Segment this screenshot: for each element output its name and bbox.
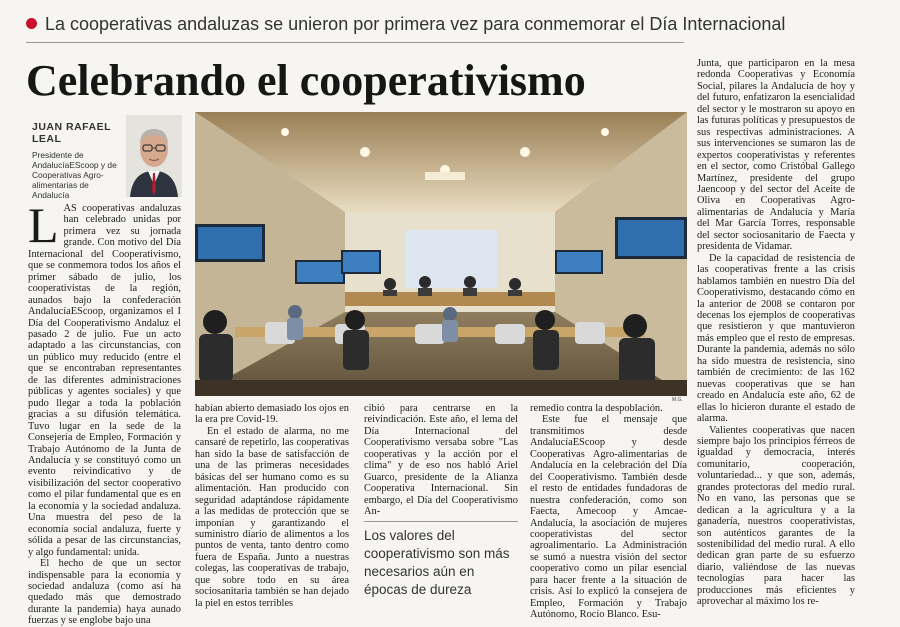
paragraph: Este fue el mensaje que transmitimos desde AndalucíaEScoop y desde Cooperativas Agro-alimentarias de Andalucía en la celebración del Día del Cooperativismo. También desde el resto de entidades fundadoras de nuestra confederación, como son Faecta, Amecoop y Amcae-Andalucía, la asociación de mujeres cooperativistas del sector agroalimentario. La Administración se sumó a nuestra visión del sector cooperativo como un pilar esencial para hacer frente a la situación de crisis. Así lo explicó la consejera de Empleo, Formación y Trabajo Autónomo, Rocío Blanco. Esu- — [530, 414, 687, 621]
author-portrait-icon — [126, 115, 182, 197]
kicker-text: La cooperativas andaluzas se unieron por primera vez para conmemorar el Día Internacional — [45, 14, 786, 34]
article-body-column-5 — [697, 58, 855, 608]
author-name: JUAN RAFAEL LEAL — [32, 121, 111, 145]
article-body-column-3: cibió para centrarse en la reivindicación. Este año, el lema del Día Internacional del Cooperativismo versaba sobre "Las cooperativas y la acción por el clima" y de eso nos habló Ariel Guarco, presidente de la Alianza Cooperativa Internacional. Sin embargo, el Día del Cooperativismo An- — [364, 403, 518, 518]
event-photo — [195, 112, 687, 396]
pull-quote: Los valores del cooperativismo son más necesarios aún en épocas de dureza — [364, 528, 510, 597]
paragraph: De la capacidad de resistencia de las cooperativas frente a las crisis hablamos también en nuestro Día del Cooperativismo, destacando cómo en la anterior de 2008 se contaron por decenas los ejemplos de cooperativas que resistieron y que mantuvieron más empleo que el resto de empresas. Durante la pandemia, además no sólo ha sido muestra de resistencia, sino también de crecimiento: de las 162 nuevas cooperativas que se han creado en Andalucía este año, 62 de ellas lo hicieron durante el estado de alarma. — [697, 252, 855, 425]
paragraph: En el estado de alarma, no me cansaré de repetirlo, las cooperativas han sido la base de satisfacción de una de las primeras necesidades básicas del ser humano como es su alimentación. Han producido con seguridad adaptándose rápidamente a las medidas de protección que se imponían y garantizando el suministro diario de alimentos a los puntos de venta, tanto dentro como fuera de España. Junto a nuestras colegas, las cooperativas de trabajo, que sobre todo en su área sociosanitaria también se han dejado la piel en estos terribles — [195, 425, 349, 609]
photo-credit: M.G. — [672, 397, 683, 403]
red-bullet-icon — [26, 18, 37, 29]
paragraph: Junta, que participaron en la mesa redonda Cooperativas y Economía Social, pilares la Andalucía de hoy y del futuro, enfatizaron la esencialidad del sector y le mostraron su apoyo en las futuras políticas y presupuestos de sus respectivas administraciones. A sus intervenciones se sumaron las de expertos cooperativistas y referentes en el sector, como Cristóbal Gallego Martínez, presidente del grupo Jaencoop y del sector del Aceite de Oliva en Cooperativas Agro-alimentarias de Andalucía y María del Mar García Torres, responsable del sector sociosanitario de Faecta y presidenta de Vidamar. — [697, 58, 855, 253]
author-photo — [126, 115, 182, 197]
paragraph: habían abierto demasiado los ojos en la era pre Covid-19. — [195, 403, 349, 426]
article-headline: Celebrando el cooperativismo — [26, 56, 586, 105]
article-body-column-4 — [530, 403, 687, 621]
drop-cap: L — [28, 197, 59, 253]
paragraph: remedio contra la despoblación. — [530, 403, 663, 414]
author-role: Presidente de AndalucíaEScoop y de Cooperativas Agro-alimentarias de Andalucía — [32, 150, 117, 200]
conference-room-illustration — [195, 112, 687, 396]
article-body-column-1 — [28, 197, 181, 627]
pull-quote-divider — [364, 521, 518, 522]
kicker-divider — [26, 42, 684, 43]
paragraph: Valientes cooperativas que nacen siempre bajo los principios férreos de igualdad y democracia, interés comunitario, cooperación, voluntariedad... y que son, además, grandes protectoras del medio rural. No en vano, las personas que se dedican a la agricultura y a la ganadería, nuestros cooperativistas, son auténticos garantes de la sostenibilidad del medio rural. A ello dedican gran parte de su esfuerzo diario, valiéndose de las nuevas tecnologías para hacer las producciones más eficientes y aprovechar al máximo los re- — [697, 424, 855, 608]
article-kicker — [26, 14, 886, 38]
paragraph: El hecho de que un sector indispensable para la economía y sociedad andaluza (como así ha quedado más que demostrado durante la pandemia) haya aunado fuerzas y se englobe bajo una — [28, 558, 181, 627]
author-box — [26, 115, 184, 199]
paragraph: AS cooperativas andaluzas han celebrado unidas por primera vez su jornada grande. Con motivo del Día Internacional del Cooperativismo, que se conmemora todos los años el primer sábado de julio, los cooperativistas de la región, aunados bajo la confederación AndalucíaEScoop, organizamos el I Día del Cooperativismo Andaluz el pasado 2 de julio. Fue un acto adaptado a las circunstancias, con un público muy reducido (entre el que se encontraban representantes de las diferentes administraciones públicas y agentes sociales) y que pudo llegar a toda la población gracias a su difusión telemática. Tuvo lugar en la sede de la Consejería de Empleo, Formación y Trabajo Autónomo de la Junta de Andalucía y se constituyó como un evento reivindicativo y de visibilización del sector cooperativo como el pilar fundamental que es en la economía y la sociedad andaluza. Una muestra del peso de la economía social andaluza, fuerte y sólida a pesar de las circunstancias, y algo fundamental: unida. — [28, 203, 181, 558]
article-body-column-2 — [195, 403, 349, 609]
